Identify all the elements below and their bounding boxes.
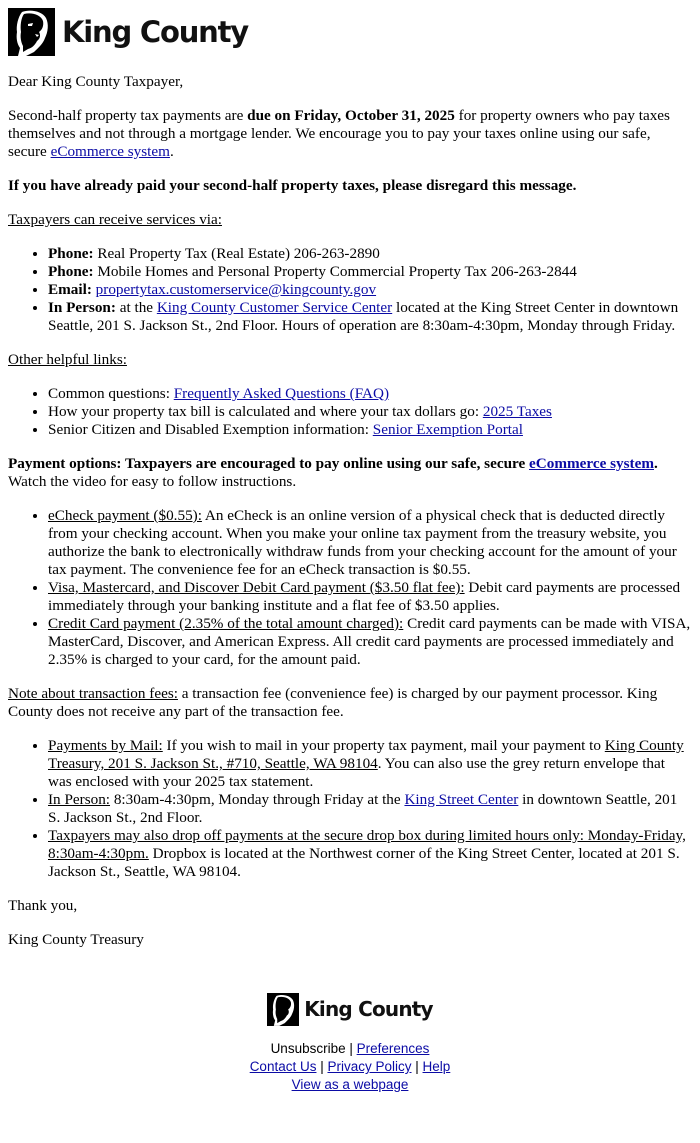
customer-service-center-link[interactable]: King County Customer Service Center — [156, 299, 393, 316]
footer-row-1: Unsubscribe | Preferences — [270, 1041, 430, 1056]
mlk-portrait-logo-icon — [267, 993, 299, 1026]
helpful-links-list — [8, 385, 692, 439]
privacy-policy-link[interactable]: Privacy Policy — [327, 1059, 412, 1074]
signature: King County Treasury — [8, 931, 144, 948]
footer-row-2: Contact Us | Privacy Policy | Help — [249, 1059, 451, 1074]
faq-link[interactable]: Frequently Asked Questions (FAQ) — [173, 385, 390, 402]
ecommerce-link-2[interactable]: eCommerce system — [529, 455, 654, 472]
view-webpage-link[interactable]: View as a webpage — [291, 1077, 409, 1092]
list-item: • Senior Citizen and Disabled Exemption information: Senior Exemption Portal — [48, 421, 692, 439]
list-item: • Email: propertytax.customerservice@kingcounty.gov — [48, 281, 692, 299]
logo-wordmark: King County — [62, 15, 248, 49]
email-body — [8, 73, 692, 965]
list-item: • Taxpayers may also drop off payments at the secure drop box during limited hours only: Monday-Friday, 8:30am-4:30pm. Dropbox is located at the Northwest corner of the King Street Center, located at 201 S. Jackson St., Seattle, WA 98104. — [48, 827, 692, 881]
list-item: • Common questions: Frequently Asked Questions (FAQ) — [48, 385, 692, 403]
king-street-center-link[interactable]: King Street Center — [404, 791, 519, 808]
footer — [0, 993, 700, 1094]
greeting: Dear King County Taxpayer, — [8, 73, 184, 90]
list-item: • How your property tax bill is calculated and where your tax dollars go: 2025 Taxes — [48, 403, 692, 421]
due-date: due on Friday, October 31, 2025 — [247, 107, 455, 124]
footer-logo — [267, 993, 433, 1026]
fee-note: Note about transaction fees: a transaction fee (convenience fee) is charged by our payment processor. King County does not receive any part of the transaction fee. — [8, 685, 658, 720]
footer-logo-wordmark: King County — [304, 997, 433, 1021]
payment-options-paragraph: Payment options: Taxpayers are encouraged to pay online using our safe, secure eCommerce system. Watch the video for easy to follow instructions. — [8, 455, 658, 490]
other-payments-list — [8, 737, 692, 881]
list-item: • Credit Card payment (2.35% of the total amount charged): Credit card payments can be made with VISA, MasterCard, Discover, and American Express. All credit card payments are processed immediately and 2.35% is charged to your card, for the amount paid. — [48, 615, 692, 669]
list-item: • Phone: Mobile Homes and Personal Property Commercial Property Tax 206-263-2844 — [48, 263, 692, 281]
intro-paragraph: Second-half property tax payments are due on Friday, October 31, 2025 for property owners who pay taxes themselves and not through a mortgage lender. We encourage you to pay your taxes online using our safe, secure eCommerce system. — [8, 107, 670, 160]
services-list — [8, 245, 692, 335]
taxes-2025-link[interactable]: 2025 Taxes — [482, 403, 552, 420]
unsubscribe-text[interactable]: Unsubscribe — [270, 1041, 346, 1056]
email-link[interactable]: propertytax.customerservice@kingcounty.gov — [95, 281, 377, 298]
disregard-notice: If you have already paid your second-half property taxes, please disregard this message. — [8, 177, 577, 194]
footer-row-3 — [0, 1076, 700, 1094]
mlk-portrait-logo-icon — [8, 8, 55, 56]
list-item: • In Person: 8:30am-4:30pm, Monday through Friday at the King Street Center in downtown Seattle, 201 S. Jackson St., 2nd Floor. — [48, 791, 692, 827]
list-item: • In Person: at the King County Customer Service Center located at the King Street Center in downtown Seattle, 201 S. Jackson St., 2nd Floor. Hours of operation are 8:30am-4:30pm, Monday through Friday. — [48, 299, 692, 335]
ecommerce-link[interactable]: eCommerce system — [50, 143, 170, 160]
help-link[interactable]: Help — [422, 1059, 451, 1074]
list-item: • Phone: Real Property Tax (Real Estate) 206-263-2890 — [48, 245, 692, 263]
list-item: • Visa, Mastercard, and Discover Debit Card payment ($3.50 flat fee): Debit card payments are processed immediately through your banking institute and a flat fee of $3.50 applies. — [48, 579, 692, 615]
preferences-link[interactable]: Preferences — [356, 1041, 430, 1056]
services-heading: Taxpayers can receive services via: — [8, 211, 222, 228]
list-item: • Payments by Mail: If you wish to mail in your property tax payment, mail your payment to King County Treasury, 201 S. Jackson St., #710, Seattle, WA 98104. You can also use the grey return envelope that was enclosed with your 2025 tax statement. — [48, 737, 692, 791]
contact-us-link[interactable]: Contact Us — [249, 1059, 317, 1074]
king-county-logo — [8, 8, 248, 56]
closing: Thank you, — [8, 897, 78, 914]
payment-options-list — [8, 507, 692, 669]
senior-exemption-link[interactable]: Senior Exemption Portal — [372, 421, 523, 438]
list-item: • eCheck payment ($0.55): An eCheck is an online version of a physical check that is deducted directly from your checking account. When you make your online tax payment from the treasury website, you authorize the bank to electronically withdraw funds from your checking account for the amount of your tax payment. The convenience fee for an eCheck transaction is $0.55. — [48, 507, 692, 579]
mailing-address: King County Treasury, 201 S. Jackson St., #710, Seattle, WA 98104 — [48, 737, 684, 772]
helpful-links-heading: Other helpful links: — [8, 351, 127, 368]
